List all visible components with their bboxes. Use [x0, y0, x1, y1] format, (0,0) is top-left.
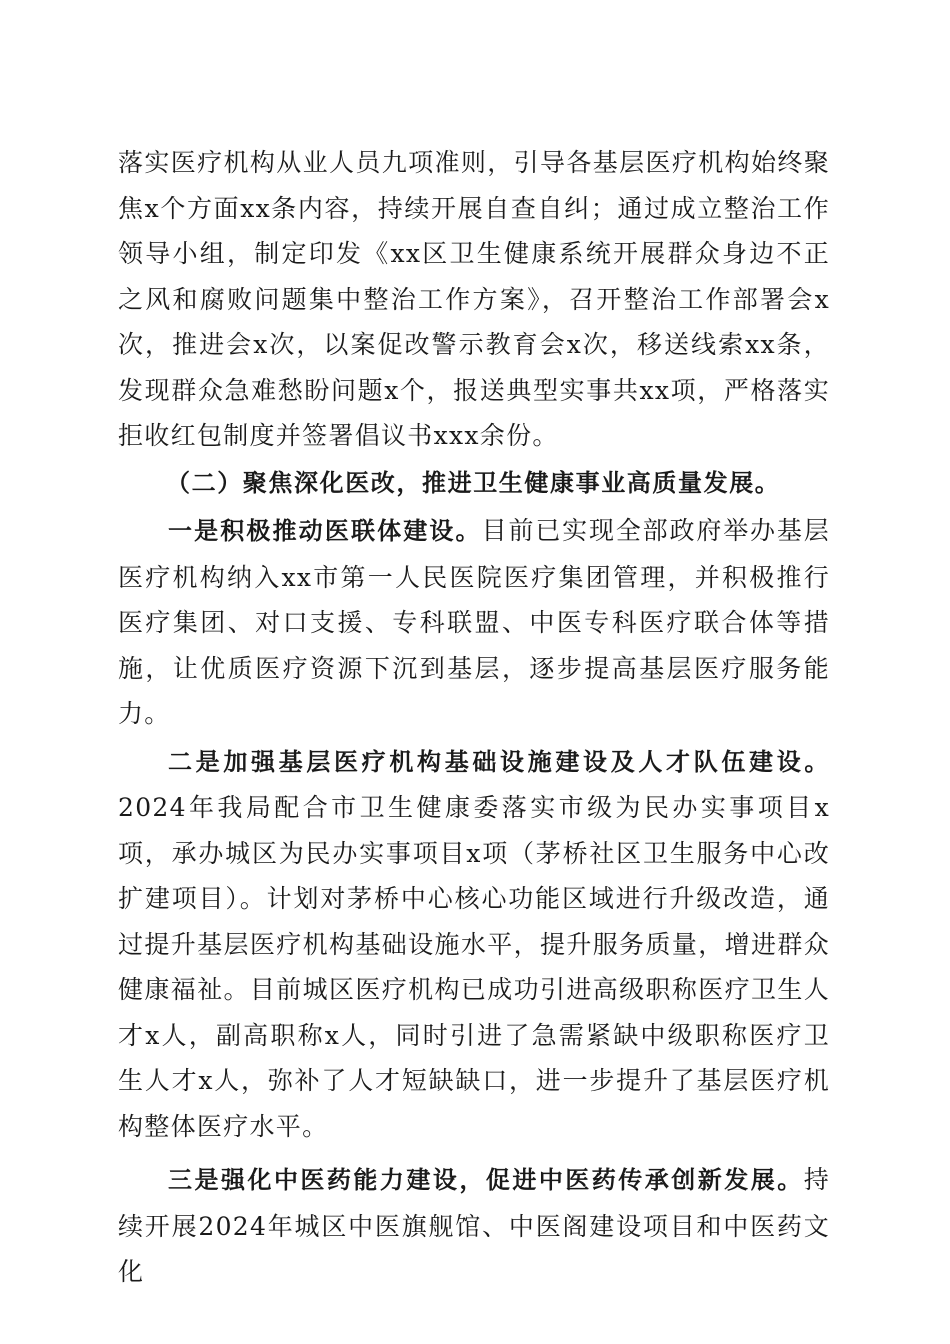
paragraph-text: 持续开展2024年城区中医旗舰馆、中医阁建设项目和中医药文化 — [118, 1165, 830, 1286]
paragraph-text: 落实医疗机构从业人员九项准则，引导各基层医疗机构始终聚焦x个方面xx条内容，持续开展自查自纠；通过成立整治工作领导小组，制定印发《xx区卫生健康系统开展群众身边不正之风和腐败问题集中整治工作方案》，召开整治工作部署会x次，推进会x次，以案促改警示教育会x次，移送线索xx条，发现群众急难愁盼问题x个，报送典型实事共xx项，严格落实拒收红包制度并签署倡议书xxx余份。 — [118, 148, 830, 450]
paragraph-tcm — [118, 1157, 830, 1295]
document-body — [118, 140, 830, 1295]
paragraph-lead: 一是积极推动医联体建设。 — [168, 517, 482, 545]
paragraph-text: 2024年我局配合市卫生健康委落实市级为民办实事项目x项，承办城区为民办实事项目x项（茅桥社区卫生服务中心改扩建项目）。计划对茅桥中心核心功能区域进行升级改造，通过提升基层医疗机构基础设施水平，提升服务质量，增进群众健康福祉。目前城区医疗机构已成功引进高级职称医疗卫生人才x人，副高职称x人，同时引进了急需紧缺中级职称医疗卫生人才x人，弥补了人才短缺缺口，进一步提升了基层医疗机构整体医疗水平。 — [118, 793, 830, 1141]
paragraph-continuation — [118, 140, 830, 459]
paragraph-lead: 二是加强基层医疗机构基础设施建设及人才队伍建设。 — [168, 747, 830, 776]
paragraph-lead: 三是强化中医药能力建设，促进中医药传承创新发展。 — [168, 1166, 804, 1194]
paragraph-text: 目前已实现全部政府举办基层医疗机构纳入xx市第一人民医院医疗集团管理，并积极推行医疗集团、对口支援、专科联盟、中医专科医疗联合体等措施，让优质医疗资源下沉到基层，逐步提高基层医疗服务能力。 — [118, 516, 831, 728]
paragraph-medical-alliance — [118, 508, 830, 737]
section-heading — [118, 461, 830, 507]
section-heading-text: （二）聚焦深化医改，推进卫生健康事业高质量发展。 — [166, 468, 781, 497]
paragraph-infrastructure-talent — [118, 739, 830, 1150]
